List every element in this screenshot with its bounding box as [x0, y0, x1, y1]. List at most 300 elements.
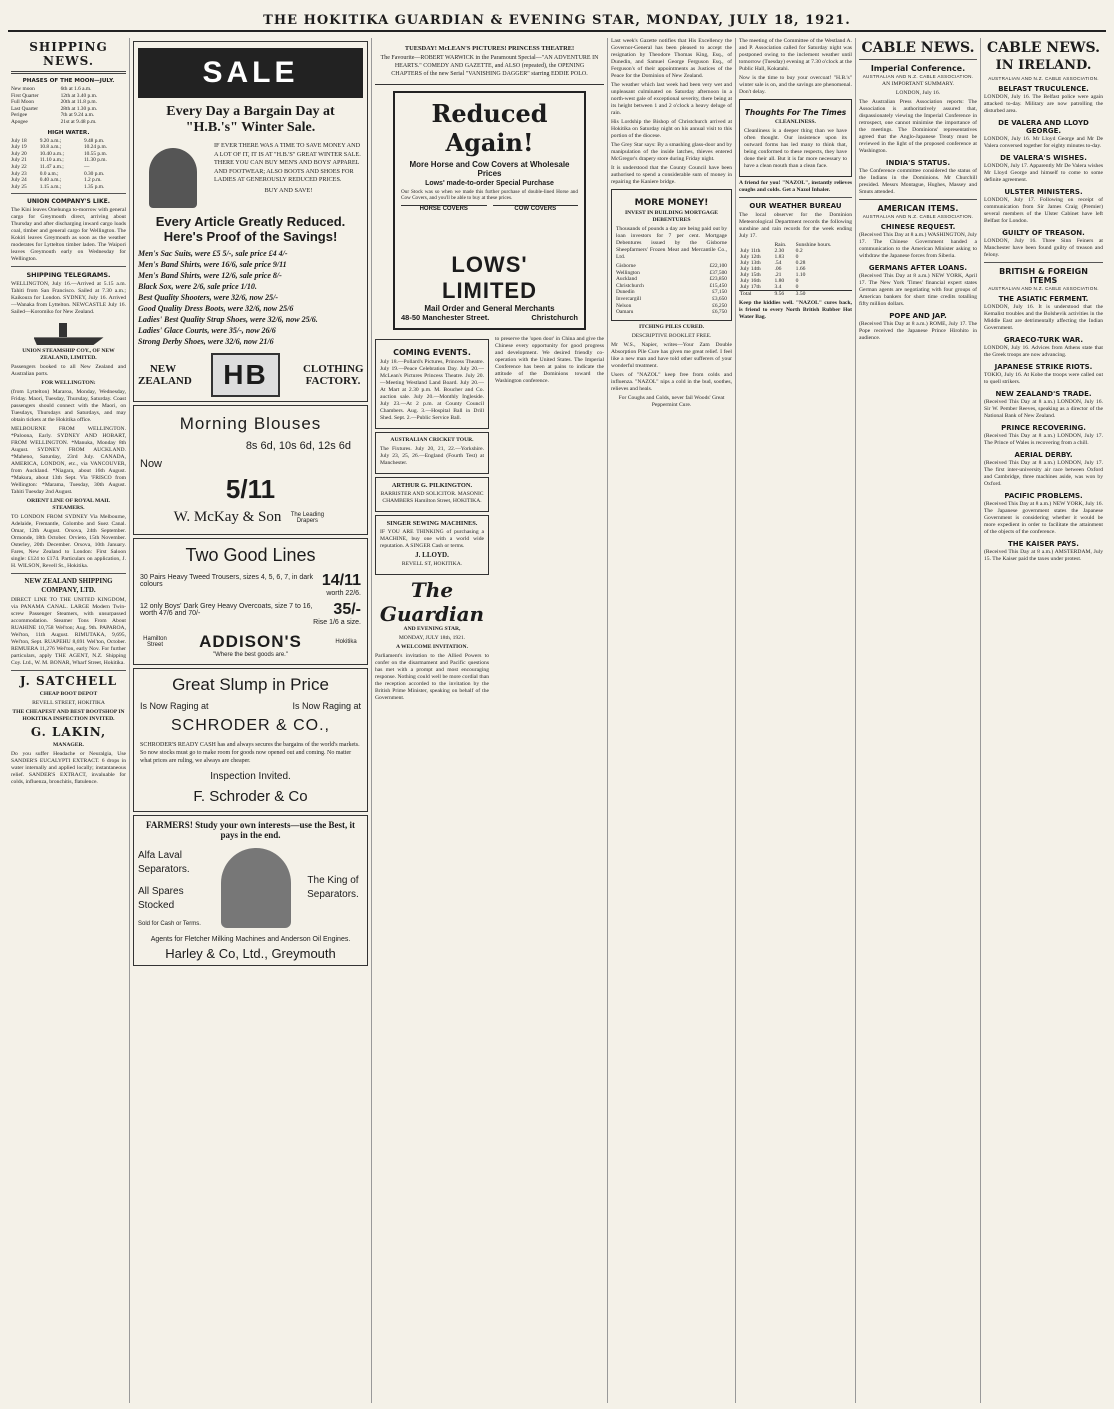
addison-tag: "Where the best goods are."	[213, 652, 288, 658]
cell: Full Moon	[11, 99, 34, 106]
table-row	[11, 93, 126, 100]
london-dateline: LONDON, July 16.	[895, 90, 941, 96]
phases-head: PHASES OF THE MOON—JULY.	[22, 78, 115, 84]
addison-row	[140, 632, 361, 652]
salesman-portrait	[149, 148, 197, 208]
reduced-title: Reduced Again!	[431, 99, 548, 157]
kidney-text: Keep the kiddies well. "NAZOL" cures back, is friend to every North British Rubber Hot Water Bag.	[739, 300, 852, 320]
schroder-sign: F. Schroder & Co	[193, 788, 308, 805]
assoc-line: AUSTRALIAN AND N.Z. CABLE ASSOCIATION.	[862, 74, 974, 79]
cricket-box	[375, 432, 489, 474]
cell: July 16th	[740, 278, 761, 284]
cell: 10.55 p.m.	[83, 150, 107, 157]
divider	[11, 266, 126, 267]
table-row	[616, 283, 727, 290]
india-text: The Conference committee considered the status of the Indians in the Dominions. Mr Churchill presided. Messrs Montague, Hughes, Massey and Smuts attended.	[859, 168, 977, 195]
horse-head: HORSE COVERS	[419, 205, 468, 212]
singer-text: IF YOU ARE THINKING of purchasing a MACHINE, buy one with a world wide reputation. A SINGER Cash or terms.	[380, 528, 484, 549]
assoc-line: AUSTRALIAN AND N.Z. CABLE ASSOCIATION.	[988, 286, 1099, 291]
table-row	[11, 177, 126, 184]
separator-machine-icon	[221, 848, 291, 928]
cell: 3.4	[774, 284, 782, 290]
cell: £3,650	[712, 295, 727, 302]
clothing-label: CLOTHING FACTORY.	[302, 363, 364, 387]
itching-text: Mr W.S., Napier, writes—Your Zam Double Absorption Pile Cure has given me great relief. I feel like a new man and have told other sufferers of your wonderful treatment.	[611, 341, 732, 369]
tide-head: HIGH WATER.	[47, 129, 90, 136]
list-item: Best Quality Shooters, were 32/6, now 25/-	[138, 293, 279, 302]
sander-text: Do you suffer Headache or Neuralgia, Use SANDER'S EUCALYPTI EXTRACT. 6 drops in water internally and applied locally; instantaneous relief. SANDER'S EXTRACT, invaluable for colds, influenza, bronchitis, flatulence.	[11, 751, 126, 786]
wishes-text: LONDON, July 17. Apparently Mr De Valera wishes Mr Lloyd George and himself to come to some definite agreement.	[984, 163, 1103, 183]
weather-text: The weather which last week had been very wet and unpleasant culminated on Saturday afternoon in a north-west gale of exceptional severity, there being at its height between 1 and 2 o'clock a heavy deluge of rain.	[611, 82, 732, 116]
line2-rise: Rise 1/6 a size.	[313, 619, 361, 626]
more-money-ad	[611, 189, 732, 321]
cell: Perigee	[11, 112, 28, 119]
divider	[739, 197, 852, 198]
welcome-text: Parliament's invitation to the Allied Powers to confer on the disarmament and Pacific questions has met with a prompt and most encouraging response. Nothing could well be more cordial than the reception accorded to the invitation by the British Prime Minister, speaking on behalf of the Government.	[375, 652, 489, 701]
hbs-body	[214, 142, 363, 196]
divider	[11, 573, 126, 574]
princess-ad	[375, 41, 604, 85]
column-cable-imperial	[856, 38, 981, 1403]
table-row	[616, 296, 727, 303]
steamship-icon	[34, 319, 104, 345]
american-title: AMERICAN ITEMS.	[877, 204, 959, 213]
col3-right	[495, 336, 604, 704]
harley-ad	[133, 815, 368, 966]
covers-row	[401, 205, 578, 249]
blouses-prices: 8s 6d, 10s 6d, 12s 6d	[245, 440, 351, 452]
cricket-text: The Fixtures. July 20, 21, 22.—Yorkshire. July 23, 25, 26.—England (Fourth Test) at Manchester.	[380, 445, 484, 466]
cell: —	[83, 163, 90, 170]
spares-label: All Spares Stocked	[138, 886, 184, 911]
blouses-now: Now	[140, 458, 163, 470]
greystar-text: The Grey Star says: By a smashing glass-door and by manipulation of the inside latches, thieves entered McGregor's drapery store during Friday night.	[611, 142, 732, 162]
divider	[11, 71, 126, 74]
newspaper-page	[8, 8, 1106, 1403]
divider	[859, 199, 977, 200]
addison-name: ADDISON'S	[199, 632, 302, 651]
cell: Nelson	[616, 302, 632, 309]
cow-head: COW COVERS	[514, 205, 557, 212]
cell: 0	[795, 278, 799, 284]
pilkington-name: ARTHUR G. PILKINGTON.	[391, 481, 473, 489]
belfast-head: BELFAST TRUCULENCE.	[998, 85, 1089, 93]
nzs-text: DIRECT LINE TO THE UNITED KINGDOM, via PANAMA CANAL. LARGE Modern Twin-screw Passenger Steamers, with unsurpassed accommodation. Steamer Tons From About RUAHINE 10,758 Wel'ton; Aug. 9th. PAPAROA, Wel'ton, 11th August. RIMUTAKA, 9,695, Wel'ton, Sept. RUAPEHU 8,691 Wel'ton, October. REMUERA 11,276 Wel'ton, early Nov. For further particulars, apply THE AGENT, N.Z. Shipping Coy. Ltd., W. M. BONAR, Wharf Street, Hokitika.	[11, 597, 126, 667]
cell: July 15th	[740, 272, 761, 278]
list-item: Ladies' Glace Courts, were 35/-, now 26/6	[138, 326, 276, 335]
now-text: Now is the time to buy your overcoat! "H.B.'s" winter sale is on, and the savings are phenomenal. Don't delay.	[739, 75, 852, 95]
thoughts-title: Thoughts For The Times	[744, 108, 847, 117]
singer-title: SINGER SEWING MACHINES.	[386, 519, 478, 527]
farmers-head: FARMERS! Study your own interests—use the Best, it pays in the end.	[145, 820, 355, 840]
cell: £22,100	[709, 263, 727, 269]
two-good-lines-ad	[133, 538, 368, 665]
cell: Christchurch	[616, 282, 644, 289]
nazol-text: Users of "NAZOL" keep free from colds and influenza. "NAZOL" nips a cold in the bud, soothes, relieves and heals.	[611, 371, 732, 392]
jap-text: TOKIO, July 16. At Kobe the troops were called out to quell strikers.	[984, 372, 1103, 385]
devalera-text: LONDON, July 16. Mr Lloyd George and Mr De Valera conversed together for eighty minutes to-day.	[984, 136, 1103, 149]
singer-ad	[375, 515, 489, 575]
nazol-head: A friend for you! "NAZOL", instantly relieves coughs and colds. Get a Nazol Inhaler.	[739, 180, 852, 193]
invest-text: Thousands of pounds a day are being paid out by loan investors for 7 per cent. Mortgage Debentures issued by the Gisborne Sheepfarmers' Frozen Meat and Mercantile Co., Ltd.	[616, 226, 727, 260]
table-row	[11, 86, 126, 93]
cell: Last Quarter	[11, 105, 39, 112]
cell: 9.56	[774, 291, 785, 297]
cell: 10.40 a.m.;	[39, 150, 64, 157]
cell: Dunedin	[616, 289, 635, 296]
ucc-text: The Kini leaves Onehunga to-morrow with general cargo for Greymouth direct, arriving about Thursday and after discharging inward cargo loads coal, timber and general cargo for Wellington. The Kokiri leaves Greymouth as soon as the weather moderates for Lyttelton timber laden. The Waipori leaves Greymouth early on Wednesday for Wellington.	[11, 207, 126, 263]
columns	[8, 38, 1106, 1403]
table-row	[616, 289, 727, 296]
table-row	[11, 157, 126, 164]
table-row	[616, 270, 727, 277]
thoughts-box	[739, 99, 852, 177]
table-row	[11, 99, 126, 106]
table-row	[739, 291, 852, 298]
usc-text: Passengers booked to all New Zealand and Australian ports.	[11, 364, 126, 378]
table-row	[616, 303, 727, 310]
hb-logo-row	[138, 353, 363, 397]
cow-covers	[493, 205, 579, 249]
germans-text: (Received This Day at 8 a.m.) NEW YORK, April 17. The New York 'Times' financial expert states German agents are negotiating with four groups of American bankers for short time credits totalling fifty million dollars.	[859, 273, 977, 307]
cell: £6,250	[712, 302, 727, 309]
column-shipping	[8, 38, 130, 1403]
cell: 1.35 p.m.	[83, 183, 105, 190]
column-local	[372, 38, 608, 1403]
cell: 0	[795, 284, 799, 290]
princess-text: The Favourite—ROBERT WARWICK in the Paramount Special—"AN ADVENTURE IN HEARTS." COMEDY AND GAZETTE, and ALSO (repeated), the OPENING CHAPTERS of the new Serial "VANISHING DAGGER" starring EDDIE POLO.	[380, 55, 599, 77]
tele-title: SHIPPING TELEGRAMS.	[26, 271, 111, 280]
council-text: It is understood that the County Council have been authorised to spend a considerable sum of money in repairing the Kaniere bridge.	[611, 165, 732, 185]
cell: £37,500	[709, 269, 727, 276]
hbs-row	[138, 142, 363, 208]
slump-ad	[133, 668, 368, 812]
addison-town: Hokitika	[335, 639, 357, 645]
guardian-title: The Guardian	[379, 577, 485, 626]
pope-head: POPE AND JAP.	[889, 312, 947, 320]
cell: .21	[774, 272, 782, 278]
lloyd-addr: REVELL ST, HOKITIKA.	[401, 560, 463, 567]
mckay-tag: The Leading Drapers	[290, 511, 325, 524]
slump-left: Is Now Raging at	[140, 701, 209, 711]
cell: 0.40 a.m.;	[39, 177, 62, 184]
hbs-sale-ad	[133, 41, 368, 402]
lows-name: LOWS' LIMITED	[442, 251, 537, 303]
gazette-text: Last week's Gazette notifies that His Excellency the Governor-General has been pleased to accept the resignation by Theodore Thomas King, Esq., of Dunedin, and Samuel George Ferguson Esq., of Ferguson's of their appointments as Justices of the Peace for the Dominion of New Zealand.	[611, 38, 732, 79]
shipping-title: SHIPPING NEWS.	[29, 40, 108, 68]
table-row	[11, 138, 126, 145]
table-row	[11, 106, 126, 113]
portrait-block	[138, 142, 208, 208]
india-head: INDIA'S STATUS.	[885, 159, 951, 167]
list-item: Black Sox, were 2/6, sale price 1/10.	[138, 282, 257, 291]
cell: July 19	[11, 144, 27, 151]
divider	[11, 670, 126, 671]
mckay-name: W. McKay & Son	[173, 509, 282, 525]
line2-row	[140, 601, 361, 619]
slump-row	[140, 701, 361, 711]
horse-covers	[401, 205, 487, 249]
cell: July 22	[11, 163, 27, 170]
germans-head: GERMANS AFTER LOANS.	[868, 264, 968, 272]
belfast-text: LONDON, July 16. The Belfast police were again attacked to-day. Military are now patrolling the disturbed area.	[984, 94, 1103, 114]
cell: Wellington	[616, 269, 640, 276]
cell: 1.15 a.m.;	[39, 183, 62, 190]
table-row	[11, 119, 126, 126]
list-item: Men's Band Shirts, were 12/6, sale price 8/-	[138, 271, 282, 280]
lows-addr: 48-50 Manchester Street.	[401, 312, 490, 322]
table-row	[11, 164, 126, 171]
cell: First Quarter	[11, 92, 39, 99]
devalera-head: DE VALERA AND LLOYD GEORGE.	[998, 119, 1089, 135]
cell: 11.30 p.m.	[83, 157, 107, 164]
cable-title: CABLE NEWS.	[987, 40, 1100, 56]
cell: 10.24 p.m.	[83, 144, 107, 151]
hbs-text: IF EVER THERE WAS A TIME TO SAVE MONEY AND A LOT OF IT, IT IS AT "H.B.'S" GREAT WINTER SALE. THERE YOU CAN BUY MEN'S AND BOYS' APPAREL AND FOOTWEAR; ALSO BOOTS AND SHOES FOR LADIES AT GENEROUSLY REDUCED PRICES.	[214, 142, 361, 184]
towns-table	[616, 263, 727, 316]
chinese-head: CHINESE REQUEST.	[880, 223, 956, 231]
agents-text: Agents for Fletcher Milking Machines and Anderson Oil Engines.	[150, 936, 351, 943]
list-item: Men's Sac Suits, were £5 5/-, sale price £4 4/-	[138, 249, 288, 258]
pacific-text: (Received This Day at 8 a.m.) NEW YORK, July 16. The Japanese government states the Japanese Government is considering whether it would be more expedient in order to facilitate the attainment of the objects of the conference.	[984, 501, 1103, 535]
tele-text: WELLINGTON, July 16.—Arrived at 5.15 a.m. Tahiti from San Francisco. Sailed at 7.30 a.m.; Kaikoura for London. SYDNEY, July 16. Arrived—Wanaka from Lyttelton. NEWCASTLE July 16. Sailed—Koromiko for New Zealand.	[11, 281, 126, 316]
weather-text: The local observer for the Dominion Meteorological Department records the following sunshine and rain records for the week ending July 17.	[739, 212, 852, 239]
lakin-name: G. LAKIN,	[30, 725, 107, 740]
twogood-title: Two Good Lines	[185, 545, 316, 565]
nz-trade-text: (Received This Day at 8 a.m.) LONDON, July 16. Sir W. Pember Reeves, speaking as a director of the National Bank of New Zealand.	[984, 399, 1103, 419]
cell: 9.20 a.m.;	[39, 137, 62, 144]
lows-text: Our Stock was so when we made this further purchase of double-lined Horse and Cow Covers, and you'll be able to buy at these prices.	[401, 189, 578, 202]
aerial-text: (Received This Day at 8 a.m.) LONDON, July 17. The first inter-university air race between Oxford and Cambridge, three machines aside, was won by Oxford.	[984, 460, 1103, 487]
pilkington-card	[375, 477, 489, 512]
separator-left	[138, 849, 208, 927]
jap-head: JAPANESE STRIKE RIOTS.	[994, 363, 1093, 371]
cell: 3.50	[795, 291, 806, 297]
table-row	[616, 276, 727, 283]
line1-price: 14/11	[321, 572, 361, 589]
welcome-head: A WELCOME INVITATION.	[396, 643, 468, 650]
aerial-head: AERIAL DERBY.	[1014, 451, 1073, 459]
princess-head: TUESDAY! McLEAN'S PICTURES! PRINCESS THEATRE!	[404, 45, 575, 52]
separator-row	[138, 844, 363, 932]
blouses-price: 5/11	[225, 474, 276, 504]
bishop-text: His Lordship the Bishop of Christchurch arrived at Hokitika on Saturday night on his annual visit to this portion of the diocese.	[611, 119, 732, 139]
hbs-head1: Every Day a Bargain Day at	[166, 104, 335, 119]
table-row	[11, 144, 126, 151]
cell: 0.2	[795, 248, 803, 254]
satchell-title: J. SATCHELL	[19, 674, 118, 689]
cell: 6th at 1.6 a.m.	[60, 86, 92, 92]
ulster-head: ULSTER MINISTERS.	[1004, 188, 1083, 196]
coming-events	[375, 339, 489, 429]
satchell-addr: REVELL STREET, HOKITIKA	[32, 700, 105, 707]
cell: New moon	[11, 86, 35, 92]
article-text: to preserve the 'open door' in China and give the Chinese every opportunity for good progress and development. We desired friendly co-operation with the United States. The Imperial Conference has been at pains to indicate the attitude of the Dominions toward the Washington conference.	[495, 335, 604, 384]
list-item: Good Quality Dress Boots, were 32/6, now 25/6	[138, 304, 294, 313]
itching-head: ITCHING PILES CURED.	[638, 323, 705, 330]
cell: July 12th	[740, 254, 761, 260]
imperial-head: Imperial Conference.	[870, 64, 966, 73]
graeco-text: LONDON, July 16. Advices from Athens state that the Greek troops are now advancing.	[984, 345, 1103, 358]
cell: 11.10 a.m.;	[39, 157, 64, 164]
slump-right: Is Now Raging at	[292, 701, 361, 711]
cell: £23,850	[709, 276, 727, 283]
cell: .06	[774, 266, 782, 272]
cell: 20th at 11.8 p.m.	[60, 99, 97, 106]
line1-worth: worth 22/6.	[326, 590, 361, 597]
asiatic-head: THE ASIATIC FERMENT.	[998, 295, 1089, 303]
british-title: BRITISH & FOREIGN ITEMS	[999, 267, 1088, 285]
divider	[859, 59, 977, 60]
nz-trade-head: NEW ZEALAND'S TRADE.	[995, 390, 1092, 398]
orient-head: ORIENT LINE OF ROYAL MAIL STEAMERS.	[26, 498, 111, 512]
prince-head: PRINCE RECOVERING.	[1001, 424, 1086, 432]
thoughts-text: Cleanliness is a deeper thing than we have often thought. Our insistence upon its outward forms has led many to think that, being conformed to these respects, they have done their all. But it is far more necessary to have a clean mouth than a clean face.	[744, 128, 847, 169]
nzs-title: NEW ZEALAND SHIPPING COMPANY, LTD.	[24, 577, 113, 595]
more-money-title: MORE MONEY!	[634, 198, 709, 208]
cell: July 11th	[740, 248, 761, 254]
table-row	[11, 171, 126, 178]
graeco-head: GRAECO-TURK WAR.	[1003, 336, 1084, 344]
cell: 0.0 a.m.;	[39, 170, 59, 177]
lows-addr-row	[401, 313, 578, 322]
assoc-line: AUSTRALIAN AND N.Z. CABLE ASSOCIATION.	[862, 214, 974, 219]
cell: .54	[774, 260, 782, 266]
itching-sub: DESCRIPTIVE BOOKLET FREE.	[631, 332, 712, 339]
cell: July 21	[11, 157, 27, 164]
column-ads	[130, 38, 372, 1403]
cell: July 13th	[740, 260, 761, 266]
orient-text: TO LONDON FROM SYDNEY Via Melbourne, Adelaide, Fremantle, Colombo and Suez Canal. Omar, 12th August. Orsova, 24th September. Ormonde, 18th October. Orvieto, 15th November. Osterley, 20th December. Orsova, 10th January. Fares, New Zealand to London: First Saloon single: £124 to £174. Particulars on application, J. H. WILSON, Revell St., Hokitika.	[11, 514, 126, 570]
routes-text: MELBOURNE FROM WELLINGTON. *Paloona, Early. SYDNEY AND HOBART, FROM WELLINGTON. *Manuka, Monday 8th August. SYDNEY FROM AUCKLAND. *Maheno, Saturday, 23rd July. CANADA, AMERICA, LONDON, etc., via VANCOUVER, from Auckland. *Niagara, about 16th August. *Makura, about 13th Sept. Via 'FRISCO from Wellington: *Marama, Tuesday, 30th August. Tahiti Tuesday 2nd August.	[11, 426, 126, 496]
hbs-buy: BUY AND SAVE!	[264, 186, 313, 194]
sale-items	[138, 248, 363, 347]
kaiser-text: (Received This Day at 8 a.m.) AMSTERDAM, July 15. The Kaiser paid the taxes under protest.	[984, 549, 1103, 562]
line1-row	[140, 572, 361, 590]
reduced-line1: Every Article Greatly Reduced.	[155, 214, 346, 229]
col3-split	[375, 336, 604, 704]
lows-sub2: Lows' made-to-order Special Purchase	[425, 180, 554, 187]
cell: £6,750	[712, 309, 727, 316]
ucc-title: UNION COMPANY'S LIKE.	[27, 198, 110, 206]
cell: July 23	[11, 170, 27, 177]
cell: July 17th	[740, 284, 761, 290]
cell: July 18	[11, 137, 27, 144]
addison-street: Hamilton Street	[143, 636, 167, 648]
chinese-text: (Received This Day at 8 a.m.) WASHINGTON, July 17. The Chinese Government handed a communication to the American Minister asking to withdraw the Japanese forces from Siberia.	[859, 232, 977, 259]
table-row	[11, 184, 126, 191]
inspection: Inspection Invited.	[210, 771, 291, 782]
tide-table	[11, 138, 126, 191]
line1-text: 30 Pairs Heavy Tweed Trousers, sizes 4, 5, 6, 7, in dark colours	[140, 574, 314, 588]
cable-title: CABLE NEWS.	[861, 40, 975, 56]
cell: 10.8 a.m.;	[39, 144, 62, 151]
cell: 9.48 p.m.	[83, 137, 105, 144]
cricket-head: AUSTRALIAN CRICKET TOUR.	[390, 436, 474, 443]
cell: July 25	[11, 183, 27, 190]
blouses-ad	[133, 405, 368, 535]
cell: 1.83	[774, 254, 785, 260]
ulster-text: LONDON, July 17. Following on receipt of communication from Sir James Craig (Premier) several members of the Ulster Cabinet have left Belfast for London.	[984, 197, 1103, 224]
table-row	[11, 151, 126, 158]
blouses-title: Morning Blouses	[179, 414, 322, 433]
hb-logo: HB	[211, 353, 279, 397]
sale-banner: SALE	[138, 48, 363, 98]
reduced-line2: Here's Proof of the Savings!	[163, 229, 338, 244]
table-row	[616, 263, 727, 270]
column-news	[608, 38, 736, 1403]
divider	[984, 262, 1103, 263]
lloyd-name: J. LLOYD.	[415, 550, 449, 559]
satchell-text: THE CHEAPEST AND BEST BOOTSHOP IN HOKITIKA INSPECTION INVITED.	[12, 709, 125, 723]
list-item: Ladies' Best Quality Strap Shoes, were 32/6, now 25/6.	[138, 315, 318, 324]
harley-name: Harley & Co, Ltd., Greymouth	[165, 946, 336, 961]
meeting-text: The meeting of the Committee of the Westland A. and P. Association called for Saturday night was postponed owing to the inclement weather until tomorrow (Tuesday) evening at 7.30 o'clock at the Public Hall, Kokatahi.	[739, 38, 852, 72]
nz-label: NEW ZEALAND	[138, 363, 192, 387]
cell: 1.66	[795, 266, 806, 272]
alfa-label: Alfa Laval Separators.	[138, 850, 190, 875]
weather-table	[739, 242, 852, 297]
cell: July 20	[11, 150, 27, 157]
cell: £15,450	[709, 282, 727, 289]
pilkington-text: BARRISTER AND SOLICITOR. MASONIC CHAMBERS Hamilton Street, HOKITIKA.	[380, 490, 484, 504]
lows-ad	[393, 91, 586, 330]
col3-left	[375, 336, 489, 704]
cell: 1.2 p.m.	[83, 177, 102, 184]
cell: Total	[740, 291, 752, 297]
lows-mail: Mail Order and General Merchants	[424, 303, 555, 313]
satchell-sub: CHEAP BOOT DEPOT	[39, 691, 98, 698]
cell: 28th at 1.30 p.m.	[60, 105, 98, 112]
assoc-line: AUSTRALIAN AND N.Z. CABLE ASSOCIATION.	[988, 76, 1099, 81]
cell: 1.10	[795, 272, 806, 278]
invest-head: INVEST IN BUILDING MORTGAGE DEBENTURES	[624, 210, 719, 223]
cell: 1.80	[774, 278, 785, 284]
sold-label: Sold for Cash or Terms.	[138, 921, 201, 927]
usc-title: UNION STEAMSHIP COY., OF NEW ZEALAND, LIMITED.	[22, 348, 115, 362]
announce: AN IMPORTANT SUMMARY.	[882, 81, 954, 87]
cell: July 24	[11, 177, 27, 184]
king-label: The King of Separators.	[307, 875, 359, 900]
wellington-text: (from Lyttelton) Mararoa, Monday, Wednesday, Friday. Maori, Tuesday, Thursday, Saturday. Coast passengers should connect with the Maori, on Tuesdays, Thursdays and Saturdays, and may obtain tickets at the Hokitika office.	[11, 389, 126, 424]
cell: 0.30 p.m.	[83, 170, 105, 177]
cell: 2.30	[774, 248, 785, 254]
guilty-text: LONDON, July 16. Three Sinn Feiners at Manchester have been found guilty of treason and felony.	[984, 238, 1103, 258]
cell: £7,150	[712, 289, 727, 296]
hbs-head2: "H.B.'s" Winter Sale.	[185, 120, 316, 135]
schroder-name: SCHRODER & CO.,	[170, 717, 330, 734]
cell: Oamaru	[616, 309, 634, 316]
ireland-title: IN IRELAND.	[995, 58, 1092, 73]
header-cell: Rain.	[774, 242, 787, 248]
cell: 21st at 9.48 p.m.	[60, 118, 97, 125]
wishes-head: DE VALERA'S WISHES.	[1000, 154, 1087, 162]
guilty-head: GUILTY OF TREASON.	[1002, 229, 1085, 237]
guardian-sub: AND EVENING STAR,	[403, 625, 461, 632]
lakin-sub: MANAGER.	[53, 742, 84, 749]
pope-text: (Received This Day at 8 a.m.) ROME, July 17. The Pope received the Japanese Prince Hirohito in audience.	[859, 321, 977, 341]
masthead: THE HOKITIKA GUARDIAN & EVENING STAR, MONDAY, JULY 18, 1921.	[8, 8, 1106, 32]
coming-text: July 18.—Pollard's Pictures, Princess Theatre. July 19.—Peace Celebration Day. July 20.—McLean's Pictures Princess Theatre. July 20.—Meeting Westland Land Board. July 20.—At Mart at 2.30 p.m. M. Boucher and Co. auction sale. July 20.—Monthly Ingleside. July 23.—At 2 p.m. at County Council Chambers. Aug. 3.—Hospital Ball in Drill Shed. Sept. 2.—Public Service Ball.	[380, 358, 484, 421]
cell: 7th at 9.24 a.m.	[60, 112, 95, 119]
phases-table	[11, 86, 126, 126]
slump-title: Great Slump in Price	[172, 675, 329, 694]
cell: 11.47 a.m.;	[39, 163, 64, 170]
cell: Invercargill	[616, 295, 642, 302]
prince-text: (Received This Day at 8 a.m.) LONDON, July 17. The Prince of Wales is recovering from a chill.	[984, 433, 1103, 446]
pacific-head: PACIFIC PROBLEMS.	[1004, 492, 1083, 500]
divider	[11, 193, 126, 194]
